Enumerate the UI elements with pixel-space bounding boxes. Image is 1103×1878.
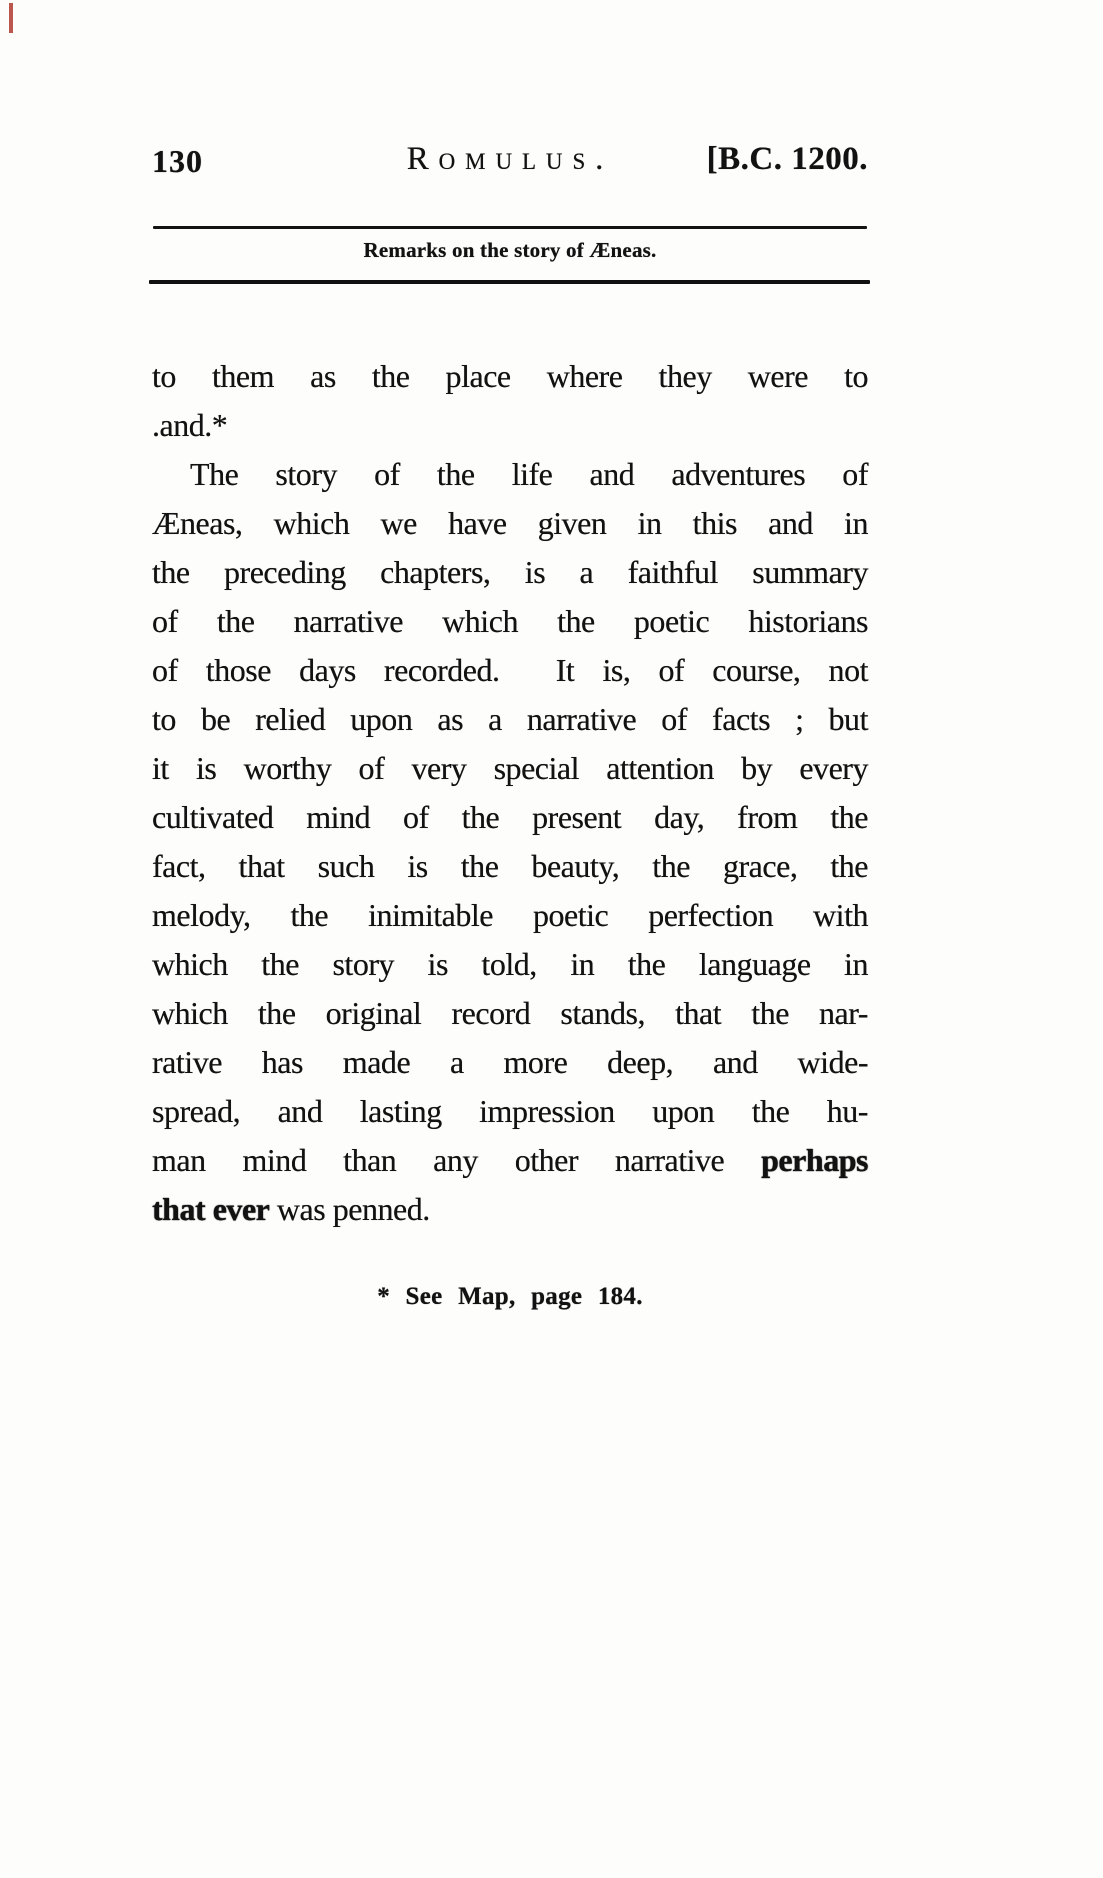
body-line: The story of the life and adventures of [190,456,868,492]
paragraph-main [152,450,868,1234]
body-line: Æneas, which we have given in this and in [152,505,868,541]
body-text [152,352,868,1234]
body-line-text: was penned. [269,1191,430,1227]
body-line: the preceding chapters, is a faithful summary [152,554,868,590]
body-line: of the narrative which the poetic historians [152,603,868,639]
body-line: cultivated mind of the present day, from the [152,799,868,835]
body-line-text: man mind than any other narrative [152,1142,762,1178]
body-line: .and.* [152,407,228,443]
paragraph-continuation [152,352,868,450]
body-line [152,1185,868,1234]
body-line: spread, and lasting impression upon the hu- [152,1093,868,1129]
page-number: 130 [152,143,203,179]
body-line: to be relied upon as a narrative of facts ; but [152,701,868,737]
body-line: fact, that such is the beauty, the grace, the [152,848,868,884]
body-line: which the original record stands, that the nar- [152,995,868,1031]
body-line [152,1136,868,1185]
body-line-smudged-text: that ever [152,1191,270,1227]
footnote: * See Map, page 184. [377,1283,643,1310]
era-label: [B.C. 1200. [706,141,868,177]
scan-artifact-mark [9,3,13,33]
body-line: melody, the inimitable poetic perfection with [152,897,868,933]
body-line: which the story is told, in the language in [152,946,868,982]
page-header [152,141,868,181]
running-head: Remarks on the story of Æneas. [363,238,657,262]
body-line: of those days recorded. It is, of course, not [152,652,868,688]
body-line: to them as the place where they were to [152,358,868,394]
book-title: Romulus. [406,141,614,177]
header-rule-bottom [149,280,870,284]
header-rule-top [153,226,867,229]
body-line: rative has made a more deep, and wide- [152,1044,868,1080]
body-line-smudged-text: perhaps [761,1142,868,1178]
body-line: it is worthy of very special attention by every [152,750,868,786]
